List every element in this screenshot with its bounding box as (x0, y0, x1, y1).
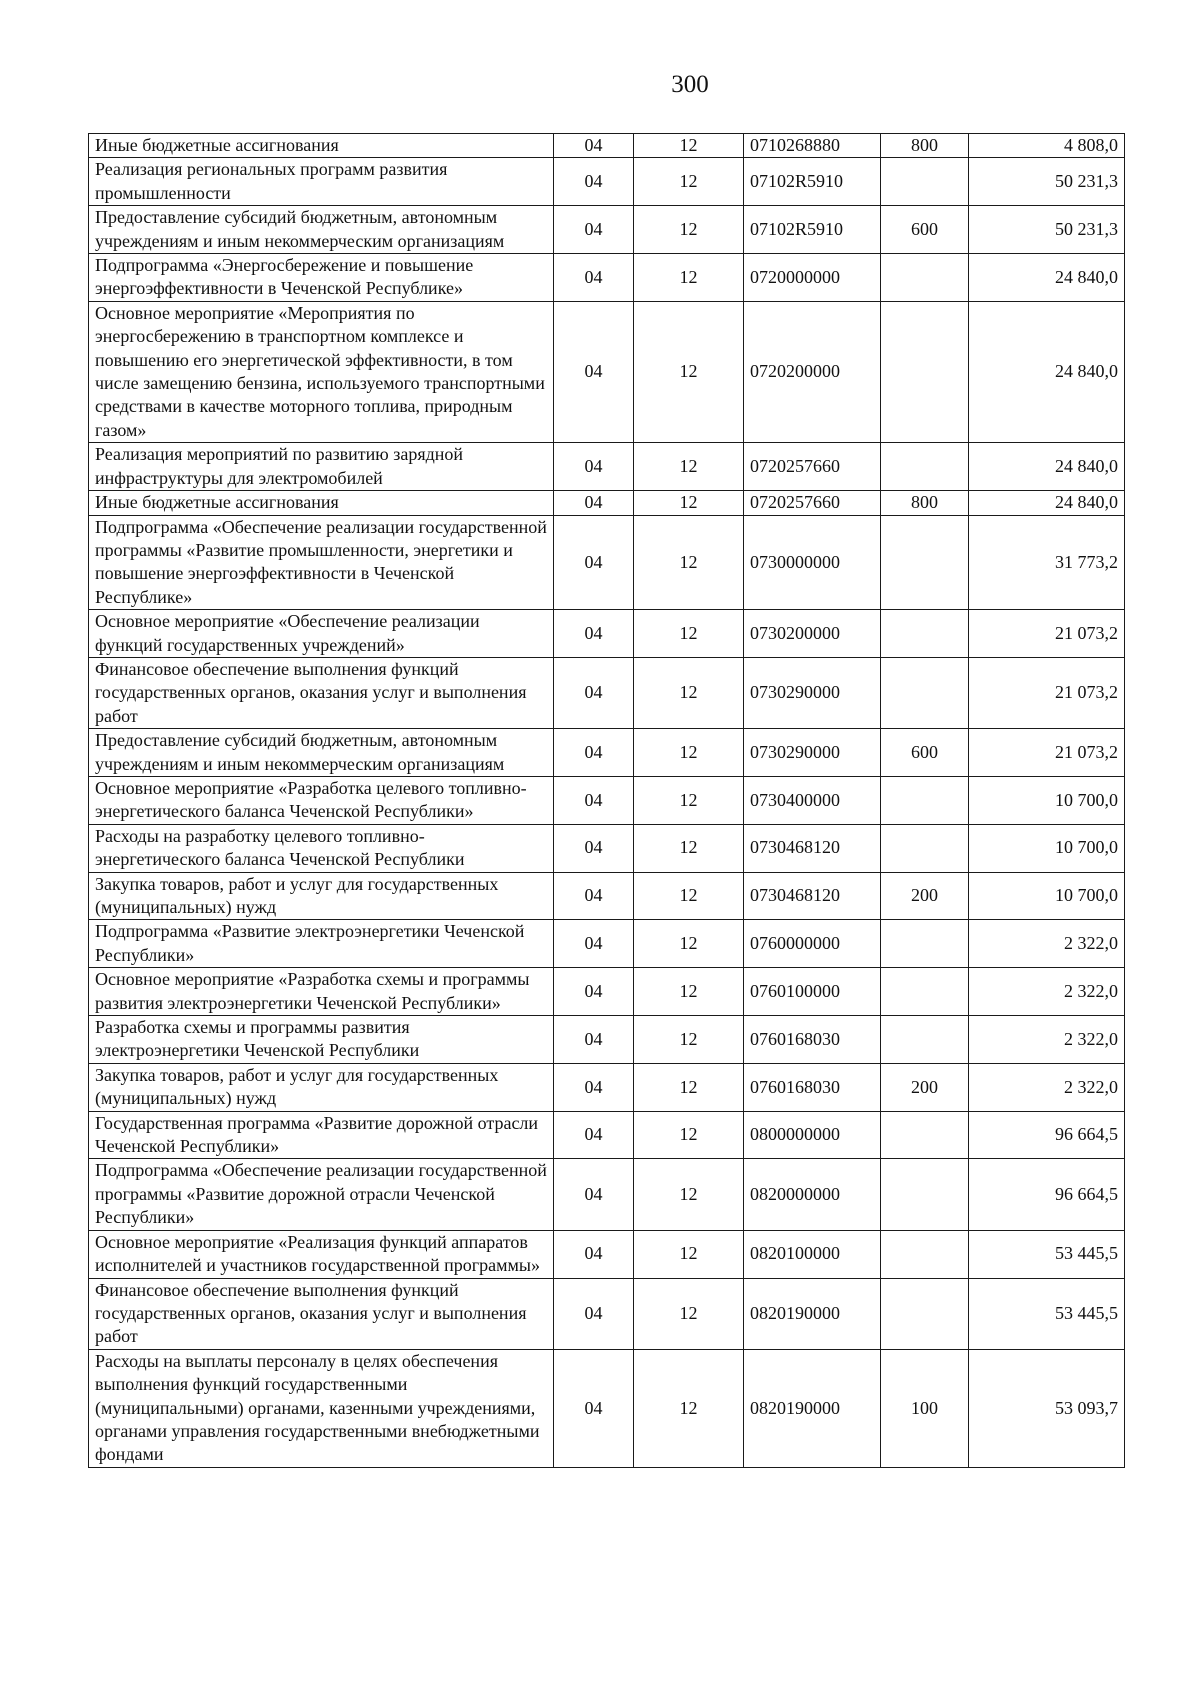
table-row (89, 1016, 1125, 1064)
row-subsection: 12 (634, 491, 744, 515)
row-section: 04 (554, 1230, 634, 1278)
row-amount: 10 700,0 (969, 776, 1125, 824)
table-row (89, 968, 1125, 1016)
row-subsection: 12 (634, 657, 744, 728)
row-expense-type (881, 515, 969, 610)
row-target-code: 0730000000 (744, 515, 881, 610)
row-target-code: 0720200000 (744, 301, 881, 442)
row-target-code: 0820190000 (744, 1278, 881, 1349)
row-section: 04 (554, 134, 634, 158)
row-target-code: 0760168030 (744, 1063, 881, 1111)
row-amount: 21 073,2 (969, 610, 1125, 658)
row-expense-type (881, 443, 969, 491)
table-row (89, 1349, 1125, 1467)
table-row (89, 134, 1125, 158)
row-expense-type: 200 (881, 872, 969, 920)
row-section: 04 (554, 515, 634, 610)
table-row (89, 920, 1125, 968)
row-subsection: 12 (634, 824, 744, 872)
row-expense-type (881, 254, 969, 302)
row-expense-type (881, 610, 969, 658)
row-subsection: 12 (634, 515, 744, 610)
row-target-code: 0730468120 (744, 824, 881, 872)
row-expense-type: 200 (881, 1063, 969, 1111)
row-name: Основное мероприятие «Обеспечение реализации функций государственных учреждений» (89, 610, 554, 658)
table-row (89, 872, 1125, 920)
table-row (89, 443, 1125, 491)
row-expense-type (881, 920, 969, 968)
row-expense-type: 600 (881, 729, 969, 777)
row-subsection: 12 (634, 134, 744, 158)
row-amount: 31 773,2 (969, 515, 1125, 610)
row-target-code: 0720000000 (744, 254, 881, 302)
row-section: 04 (554, 301, 634, 442)
budget-table-body (89, 134, 1125, 1468)
row-name: Расходы на выплаты персоналу в целях обеспечения выполнения функций государственными (муниципальными) органами, казенными учреждениями, органами управления государственными внебюджетными фондами (89, 1349, 554, 1467)
row-target-code: 0720257660 (744, 443, 881, 491)
row-section: 04 (554, 1278, 634, 1349)
row-expense-type (881, 824, 969, 872)
budget-table (88, 133, 1125, 1468)
row-section: 04 (554, 158, 634, 206)
row-expense-type (881, 968, 969, 1016)
row-amount: 24 840,0 (969, 491, 1125, 515)
row-name: Основное мероприятие «Разработка целевого топливно-энергетического баланса Чеченской Республики» (89, 776, 554, 824)
row-target-code: 0800000000 (744, 1111, 881, 1159)
row-expense-type (881, 657, 969, 728)
row-name: Финансовое обеспечение выполнения функций государственных органов, оказания услуг и выполнения работ (89, 657, 554, 728)
row-expense-type: 800 (881, 491, 969, 515)
row-subsection: 12 (634, 301, 744, 442)
row-section: 04 (554, 1111, 634, 1159)
row-section: 04 (554, 776, 634, 824)
page-number: 300 (671, 71, 709, 98)
row-name: Реализация мероприятий по развитию зарядной инфраструктуры для электромобилей (89, 443, 554, 491)
row-section: 04 (554, 920, 634, 968)
row-amount: 2 322,0 (969, 1063, 1125, 1111)
row-amount: 96 664,5 (969, 1111, 1125, 1159)
row-target-code: 0720257660 (744, 491, 881, 515)
row-section: 04 (554, 657, 634, 728)
row-target-code: 0730468120 (744, 872, 881, 920)
row-name: Иные бюджетные ассигнования (89, 491, 554, 515)
row-expense-type (881, 1111, 969, 1159)
row-amount: 50 231,3 (969, 206, 1125, 254)
row-name: Расходы на разработку целевого топливно-энергетического баланса Чеченской Республики (89, 824, 554, 872)
row-target-code: 0730290000 (744, 657, 881, 728)
row-section: 04 (554, 206, 634, 254)
row-name: Подпрограмма «Обеспечение реализации государственной программы «Развитие промышленности, энергетики и повышение энергоэффективности в Чеченской Республике» (89, 515, 554, 610)
row-amount: 53 093,7 (969, 1349, 1125, 1467)
table-row (89, 301, 1125, 442)
row-amount: 21 073,2 (969, 657, 1125, 728)
row-expense-type (881, 1159, 969, 1230)
row-target-code: 0730200000 (744, 610, 881, 658)
row-section: 04 (554, 872, 634, 920)
row-name: Реализация региональных программ развития промышленности (89, 158, 554, 206)
row-name: Иные бюджетные ассигнования (89, 134, 554, 158)
row-expense-type (881, 301, 969, 442)
row-target-code: 0730290000 (744, 729, 881, 777)
row-subsection: 12 (634, 1063, 744, 1111)
row-section: 04 (554, 1016, 634, 1064)
row-amount: 10 700,0 (969, 872, 1125, 920)
table-row (89, 206, 1125, 254)
row-expense-type: 100 (881, 1349, 969, 1467)
row-name: Основное мероприятие «Реализация функций аппаратов исполнителей и участников государственной программы» (89, 1230, 554, 1278)
row-section: 04 (554, 1349, 634, 1467)
row-subsection: 12 (634, 254, 744, 302)
row-name: Основное мероприятие «Разработка схемы и программы развития электроэнергетики Чеченской Республики» (89, 968, 554, 1016)
row-target-code: 07102R5910 (744, 206, 881, 254)
row-expense-type (881, 158, 969, 206)
row-section: 04 (554, 1159, 634, 1230)
row-expense-type: 800 (881, 134, 969, 158)
row-subsection: 12 (634, 1111, 744, 1159)
row-subsection: 12 (634, 158, 744, 206)
row-section: 04 (554, 443, 634, 491)
row-amount: 2 322,0 (969, 920, 1125, 968)
row-amount: 24 840,0 (969, 301, 1125, 442)
row-section: 04 (554, 824, 634, 872)
table-row (89, 657, 1125, 728)
row-name: Подпрограмма «Обеспечение реализации государственной программы «Развитие дорожной отрасли Чеченской Республики» (89, 1159, 554, 1230)
row-target-code: 07102R5910 (744, 158, 881, 206)
row-amount: 10 700,0 (969, 824, 1125, 872)
row-subsection: 12 (634, 776, 744, 824)
row-subsection: 12 (634, 206, 744, 254)
row-target-code: 0760168030 (744, 1016, 881, 1064)
row-name: Предоставление субсидий бюджетным, автономным учреждениям и иным некоммерческим организациям (89, 729, 554, 777)
row-subsection: 12 (634, 1349, 744, 1467)
row-name: Подпрограмма «Развитие электроэнергетики Чеченской Республики» (89, 920, 554, 968)
row-name: Государственная программа «Развитие дорожной отрасли Чеченской Республики» (89, 1111, 554, 1159)
row-target-code: 0730400000 (744, 776, 881, 824)
row-section: 04 (554, 1063, 634, 1111)
row-amount: 2 322,0 (969, 1016, 1125, 1064)
row-amount: 50 231,3 (969, 158, 1125, 206)
row-target-code: 0710268880 (744, 134, 881, 158)
row-section: 04 (554, 491, 634, 515)
row-section: 04 (554, 254, 634, 302)
row-subsection: 12 (634, 729, 744, 777)
row-subsection: 12 (634, 1230, 744, 1278)
row-amount: 4 808,0 (969, 134, 1125, 158)
row-amount: 53 445,5 (969, 1278, 1125, 1349)
row-name: Закупка товаров, работ и услуг для государственных (муниципальных) нужд (89, 872, 554, 920)
table-row (89, 1159, 1125, 1230)
table-row (89, 824, 1125, 872)
row-expense-type (881, 1230, 969, 1278)
row-name: Финансовое обеспечение выполнения функций государственных органов, оказания услуг и выполнения работ (89, 1278, 554, 1349)
row-amount: 96 664,5 (969, 1159, 1125, 1230)
row-expense-type (881, 1278, 969, 1349)
row-subsection: 12 (634, 1016, 744, 1064)
table-row (89, 254, 1125, 302)
table-row (89, 491, 1125, 515)
row-amount: 53 445,5 (969, 1230, 1125, 1278)
row-subsection: 12 (634, 920, 744, 968)
row-expense-type (881, 1016, 969, 1064)
table-row (89, 1278, 1125, 1349)
row-amount: 21 073,2 (969, 729, 1125, 777)
row-subsection: 12 (634, 443, 744, 491)
row-amount: 2 322,0 (969, 968, 1125, 1016)
row-expense-type (881, 776, 969, 824)
row-target-code: 0820100000 (744, 1230, 881, 1278)
table-row (89, 610, 1125, 658)
row-name: Разработка схемы и программы развития электроэнергетики Чеченской Республики (89, 1016, 554, 1064)
row-amount: 24 840,0 (969, 443, 1125, 491)
table-row (89, 729, 1125, 777)
table-row (89, 1063, 1125, 1111)
table-row (89, 1230, 1125, 1278)
row-target-code: 0760100000 (744, 968, 881, 1016)
row-name: Предоставление субсидий бюджетным, автономным учреждениям и иным некоммерческим организациям (89, 206, 554, 254)
row-section: 04 (554, 610, 634, 658)
row-expense-type: 600 (881, 206, 969, 254)
table-row (89, 776, 1125, 824)
row-subsection: 12 (634, 1159, 744, 1230)
row-target-code: 0760000000 (744, 920, 881, 968)
row-subsection: 12 (634, 610, 744, 658)
row-amount: 24 840,0 (969, 254, 1125, 302)
table-row (89, 158, 1125, 206)
table-row (89, 515, 1125, 610)
table-row (89, 1111, 1125, 1159)
row-target-code: 0820190000 (744, 1349, 881, 1467)
row-name: Закупка товаров, работ и услуг для государственных (муниципальных) нужд (89, 1063, 554, 1111)
row-name: Подпрограмма «Энергосбережение и повышение энергоэффективности в Чеченской Республике» (89, 254, 554, 302)
row-section: 04 (554, 729, 634, 777)
row-subsection: 12 (634, 1278, 744, 1349)
row-subsection: 12 (634, 968, 744, 1016)
row-subsection: 12 (634, 872, 744, 920)
row-section: 04 (554, 968, 634, 1016)
row-name: Основное мероприятие «Мероприятия по энергосбережению в транспортном комплексе и повышению его энергетической эффективности, в том числе замещению бензина, используемого транспортными средствами в качестве моторного топлива, природным газом» (89, 301, 554, 442)
row-target-code: 0820000000 (744, 1159, 881, 1230)
